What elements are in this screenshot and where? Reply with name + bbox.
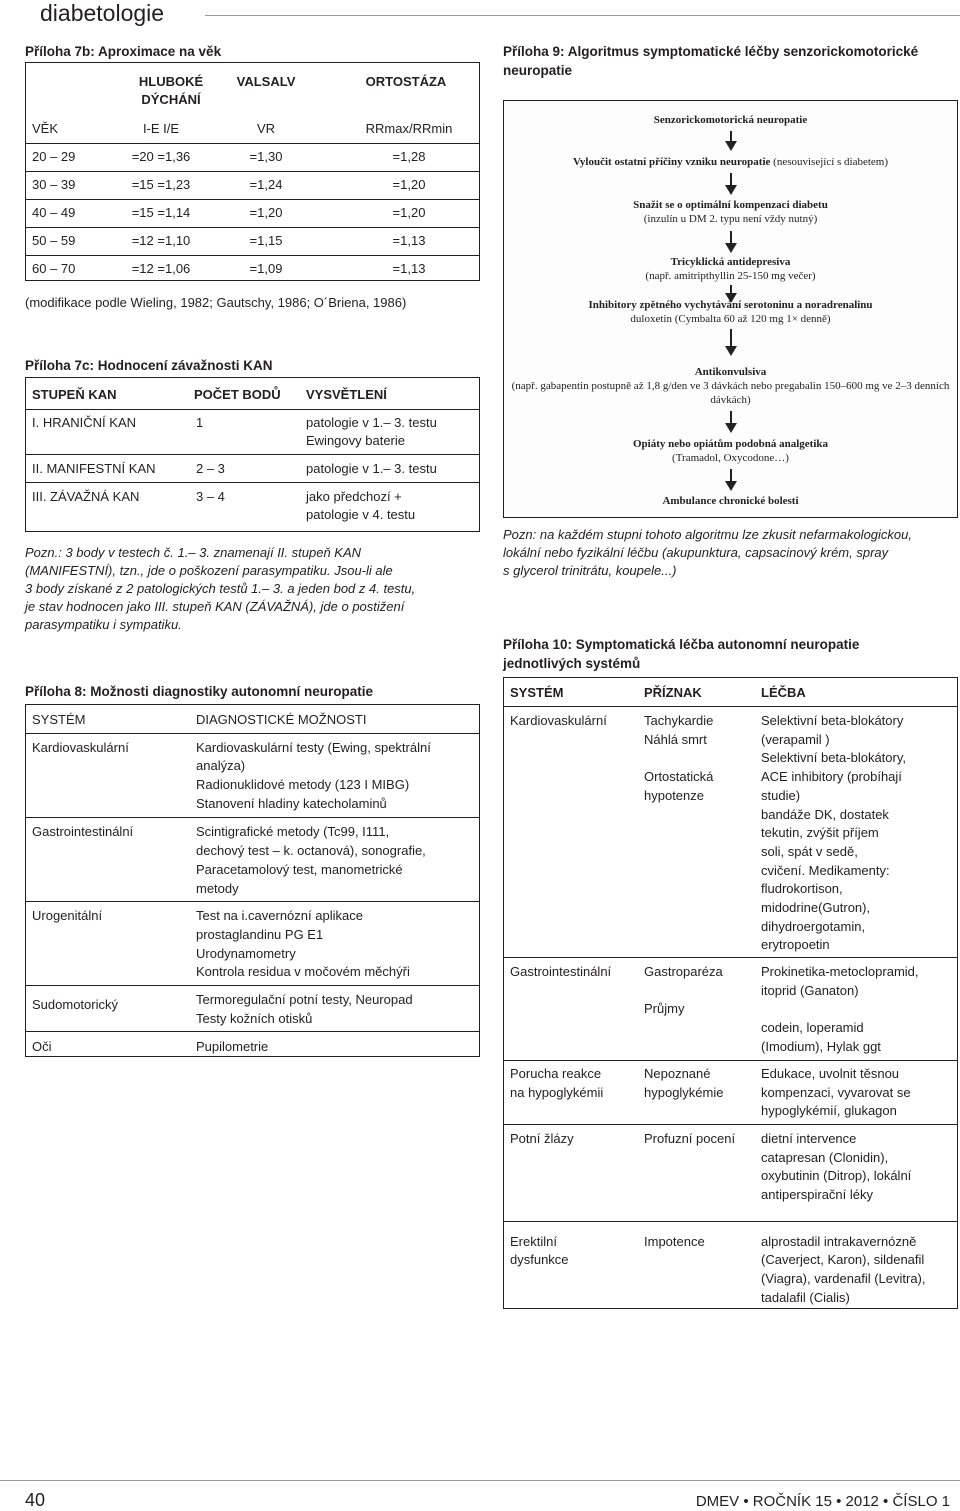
p7b-cell-vr: =1,20 xyxy=(249,205,283,220)
flow-node xyxy=(504,365,957,407)
p9-title-cont: neuropatie xyxy=(503,63,573,78)
p8-cell-option: analýza) xyxy=(196,758,246,773)
p7b-rule xyxy=(26,227,479,228)
p8-cell-system: Sudomotorický xyxy=(32,997,118,1012)
p10-cell-therapy: (Caverject, Karon), sildenafil xyxy=(761,1252,925,1267)
p7b-cell-vr: =1,09 xyxy=(249,261,283,276)
flow-node xyxy=(504,155,957,169)
p8-rule xyxy=(26,733,479,734)
p10-cell-therapy: fludrokortison, xyxy=(761,881,843,896)
p7b-sub-vek: VĚK xyxy=(32,121,59,136)
p10-cell-symptom: Náhlá smrt xyxy=(644,732,707,747)
flow-node xyxy=(504,437,957,465)
p8-cell-option: Test na i.cavernózní aplikace xyxy=(196,908,363,923)
p7b-header-dychani: DÝCHÁNÍ xyxy=(141,92,201,107)
p7b-header-valsalv: VALSALV xyxy=(236,74,296,89)
p7c-note-line: (MANIFESTNÍ), tzn., jde o poškození parasympatiku. Jsou-li ale xyxy=(25,563,393,578)
p7b-cell-ie: =15 =1,23 xyxy=(131,177,191,192)
p10-cell-symptom: Gastroparéza xyxy=(644,964,723,979)
p7b-sub-rr: RRmax/RRmin xyxy=(365,121,453,136)
p9-title: Příloha 9: Algoritmus symptomatické léčby senzorickomotorické xyxy=(503,44,919,59)
p8-cell-system: Oči xyxy=(32,1039,52,1054)
flow-node-text: (např. gabapentin postupně až 1,8 g/den ve 3 dávkách nebo pregabalin 150–600 mg ve 2–3 denních dávkách) xyxy=(511,380,950,406)
p10-title: Příloha 10: Symptomatická léčba autonomní neuropatie xyxy=(503,637,860,652)
p8-rule xyxy=(26,1031,479,1032)
p8-cell-option: Termoregulační potní testy, Neuropad xyxy=(196,992,413,1007)
p8-cell-option: Scintigrafické metody (Tc99, I111, xyxy=(196,824,390,839)
p10-cell-therapy: soli, spát v sedě, xyxy=(761,844,858,859)
p8-cell-option: dechový test – k. octanová), sonografie, xyxy=(196,843,426,858)
p8-cell-option: Kardiovaskulární testy (Ewing, spektrální xyxy=(196,740,431,755)
p10-cell-system: Erektilní xyxy=(510,1234,557,1249)
p7b-header-hluboke: HLUBOKÉ xyxy=(138,74,204,89)
flow-node xyxy=(504,113,957,127)
flow-arrowhead xyxy=(725,185,737,195)
p7c-cell-points: 1 xyxy=(196,415,204,430)
p10-rule xyxy=(504,1124,957,1125)
p7c-header-explanation: VYSVĚTLENÍ xyxy=(306,387,387,402)
flow-node-text: (Tramadol, Oxycodone…) xyxy=(672,452,789,464)
p7b-cell-age: 30 – 39 xyxy=(32,177,76,192)
p10-cell-therapy: midodrine(Gutron), xyxy=(761,900,871,915)
p8-cell-option: Radionuklidové metody (123 I MIBG) xyxy=(196,777,410,792)
p10-header-therapy: LÉČBA xyxy=(761,685,806,700)
p10-cell-therapy: Selektivní beta-blokátory xyxy=(761,713,904,728)
p7c-header-points: POČET BODŮ xyxy=(194,387,281,402)
p7b-cell-age: 20 – 29 xyxy=(32,149,76,164)
flow-node xyxy=(504,298,957,326)
p10-cell-therapy: dihydroergotamin, xyxy=(761,919,866,934)
p10-rule xyxy=(504,1221,957,1222)
p8-header-system: SYSTÉM xyxy=(32,712,86,727)
p10-cell-therapy: ACE inhibitory (probíhají xyxy=(761,769,902,784)
flow-arrowhead xyxy=(725,481,737,491)
p10-title-cont: jednotlivých systémů xyxy=(503,656,641,671)
p7c-note-line: Pozn.: 3 body v testech č. 1.– 3. znamenají II. stupeň KAN xyxy=(25,545,362,560)
p10-cell-symptom: hypoglykémie xyxy=(644,1085,724,1100)
p7c-title: Příloha 7c: Hodnocení závažnosti KAN xyxy=(25,358,273,373)
p7b-cell-ie: =12 =1,06 xyxy=(131,261,191,276)
p10-rule xyxy=(504,706,957,707)
p10-cell-symptom: Profuzní pocení xyxy=(644,1131,736,1146)
p10-cell-therapy: oxybutinin (Ditrop), lokální xyxy=(761,1168,912,1183)
p7b-cell-vr: =1,30 xyxy=(249,149,283,164)
p8-cell-option: Testy kožních otisků xyxy=(196,1011,313,1026)
p8-cell-system: Kardiovaskulární xyxy=(32,740,129,755)
p10-cell-system: Gastrointestinální xyxy=(510,964,612,979)
p10-cell-therapy: (Viagra), vardenafil (Levitra), xyxy=(761,1271,926,1286)
flow-node-title: Antikonvulsiva xyxy=(694,366,767,378)
p8-cell-option: Stanovení hladiny katecholaminů xyxy=(196,796,387,811)
p7b-cell-ie: =15 =1,14 xyxy=(131,205,191,220)
p7b-rule xyxy=(26,199,479,200)
p10-cell-system: Porucha reakce xyxy=(510,1066,602,1081)
p10-table xyxy=(503,677,958,1309)
p7c-cell-points: 2 – 3 xyxy=(196,461,225,476)
p10-cell-therapy: codein, loperamid xyxy=(761,1020,864,1035)
p8-cell-option: metody xyxy=(196,881,239,896)
p8-rule xyxy=(26,985,479,986)
p8-cell-system: Gastrointestinální xyxy=(32,824,134,839)
p10-cell-therapy: cvičení. Medikamenty: xyxy=(761,863,890,878)
p10-cell-system: dysfunkce xyxy=(510,1252,569,1267)
p7b-cell-rr: =1,20 xyxy=(392,205,426,220)
p7c-cell-explanation: Ewingovy baterie xyxy=(306,433,405,448)
p8-rule xyxy=(26,901,479,902)
flow-node-title: Opiáty nebo opiátům podobná analgetika xyxy=(633,438,828,450)
p7c-rule xyxy=(26,482,479,483)
p8-cell-option: Urodynamometry xyxy=(196,946,296,961)
journal-info: DMEV • ROČNÍK 15 • 2012 • ČÍSLO 1 xyxy=(695,1493,950,1510)
p10-cell-therapy: Selektivní beta-blokátory, xyxy=(761,750,906,765)
flow-node xyxy=(504,255,957,283)
p7b-rule xyxy=(26,171,479,172)
p7b-rule xyxy=(26,255,479,256)
p10-cell-therapy: dietní intervence xyxy=(761,1131,857,1146)
flow-node-title: Inhibitory zpětného vychytávání serotoninu a noradrenalinu xyxy=(588,299,873,311)
p7b-header-ortostaza: ORTOSTÁZA xyxy=(365,74,447,89)
p7c-note-line: je stav hodnocen jako III. stupeň KAN (ZÁVAŽNÁ), jde o postižení xyxy=(25,599,405,614)
p7b-cell-rr: =1,28 xyxy=(392,149,426,164)
flow-node-title: Ambulance chronické bolesti xyxy=(662,495,799,507)
p7c-cell-explanation: patologie v 4. testu xyxy=(306,507,416,522)
p10-header-system: SYSTÉM xyxy=(510,685,564,700)
p10-cell-symptom: Ortostatická xyxy=(644,769,714,784)
p10-cell-therapy: antiperspirační léky xyxy=(761,1187,873,1202)
flow-arrowhead xyxy=(725,423,737,433)
p10-cell-therapy: studie) xyxy=(761,788,801,803)
p7b-title: Příloha 7b: Aproximace na věk xyxy=(25,44,222,59)
p10-cell-therapy: tadalafil (Cialis) xyxy=(761,1290,850,1305)
p7c-header-stage: STUPEŇ KAN xyxy=(32,387,117,402)
p10-cell-symptom: Průjmy xyxy=(644,1001,685,1016)
p8-header-options: DIAGNOSTICKÉ MOŽNOSTI xyxy=(196,712,367,727)
p7c-cell-stage: II. MANIFESTNÍ KAN xyxy=(32,461,156,476)
p9-note-line: Pozn: na každém stupni tohoto algoritmu lze zkusit nefarmakologickou, xyxy=(503,527,912,542)
p10-cell-therapy: catapresan (Clonidin), xyxy=(761,1150,889,1165)
p10-cell-therapy: (verapamil ) xyxy=(761,732,830,747)
p8-cell-option: Kontrola residua v močovém měchýři xyxy=(196,964,410,979)
p10-cell-therapy: hypoglykémií, glukagon xyxy=(761,1103,897,1118)
p7c-note-line: 3 body získané z 2 patologických testů 1.– 3. a jeden bod z 4. testu, xyxy=(25,581,416,596)
p10-cell-therapy: Edukace, uvolnit těsnou xyxy=(761,1066,900,1081)
p10-cell-therapy: Prokinetika-metoclopramid, xyxy=(761,964,919,979)
p7c-cell-explanation: patologie v 1.– 3. testu xyxy=(306,461,437,476)
p10-cell-therapy: itoprid (Ganaton) xyxy=(761,983,859,998)
p9-flowchart xyxy=(503,100,958,518)
flow-node-title: Snažit se o optimální kompenzaci diabetu xyxy=(633,199,828,211)
p7b-cell-vr: =1,15 xyxy=(249,233,283,248)
p7b-cell-vr: =1,24 xyxy=(249,177,283,192)
p10-header-symptom: PŘÍZNAK xyxy=(644,685,702,700)
flow-arrowhead xyxy=(725,243,737,253)
p10-cell-symptom: Nepoznané xyxy=(644,1066,711,1081)
p7c-rule xyxy=(26,409,479,410)
header-rule xyxy=(205,15,960,16)
p7c-cell-points: 3 – 4 xyxy=(196,489,225,504)
page-number: 40 xyxy=(25,1490,46,1510)
p7c-cell-explanation: patologie v 1.– 3. testu xyxy=(306,415,437,430)
flow-arrowhead xyxy=(725,346,737,356)
flow-arrowhead xyxy=(725,141,737,151)
p10-cell-therapy: alprostadil intrakavernózně xyxy=(761,1234,917,1249)
page-header-title: diabetologie xyxy=(40,0,165,26)
p7c-cell-stage: I. HRANIČNÍ KAN xyxy=(32,415,137,430)
p9-note-line: s glycerol trinitrátu, koupele...) xyxy=(503,563,677,578)
p10-cell-therapy: (Imodium), Hylak ggt xyxy=(761,1039,881,1054)
p7c-cell-stage: III. ZÁVAŽNÁ KAN xyxy=(32,489,140,504)
flow-node xyxy=(504,198,957,226)
p7b-rule xyxy=(26,143,479,144)
p7b-source: (modifikace podle Wieling, 1982; Gautschy, 1986; O´Briena, 1986) xyxy=(25,295,407,310)
p8-cell-system: Urogenitální xyxy=(32,908,103,923)
p10-cell-therapy: kompenzaci, vyvarovat se xyxy=(761,1085,911,1100)
p10-cell-symptom: hypotenze xyxy=(644,788,704,803)
p10-cell-therapy: erytropoetin xyxy=(761,937,830,952)
p10-cell-symptom: Impotence xyxy=(644,1234,705,1249)
flow-node-text: (inzulín u DM 2. typu není vždy nutný) xyxy=(643,213,818,225)
flow-node-text: (nesouvisející s diabetem) xyxy=(770,156,889,168)
p10-cell-system: Potní žlázy xyxy=(510,1131,574,1146)
p7b-cell-rr: =1,20 xyxy=(392,177,426,192)
p7b-spacer xyxy=(26,111,479,112)
p7c-cell-explanation: jako předchozí + xyxy=(306,489,402,504)
p7b-cell-age: 50 – 59 xyxy=(32,233,76,248)
p8-rule xyxy=(26,817,479,818)
flow-node-title: Vyloučit ostatní příčiny vzniku neuropatie xyxy=(572,156,771,168)
p7c-table xyxy=(25,377,480,532)
p10-rule xyxy=(504,957,957,958)
p10-cell-therapy: bandáže DK, dostatek xyxy=(761,807,889,822)
flow-node-text: duloxetin (Cymbalta 60 až 120 mg 1× denně) xyxy=(630,313,831,325)
p8-title: Příloha 8: Možnosti diagnostiky autonomní neuropatie xyxy=(25,684,374,699)
p7b-cell-ie: =12 =1,10 xyxy=(131,233,191,248)
flow-node-text: (např. amitripthyllin 25-150 mg večer) xyxy=(645,270,816,282)
p8-cell-option: prostaglandinu PG E1 xyxy=(196,927,324,942)
p7b-cell-age: 60 – 70 xyxy=(32,261,76,276)
p10-cell-system: Kardiovaskulární xyxy=(510,713,607,728)
p10-cell-system: na hypoglykémii xyxy=(510,1085,604,1100)
p10-cell-symptom: Tachykardie xyxy=(644,713,714,728)
flow-node-title: Tricyklická antidepresiva xyxy=(670,256,791,268)
flow-node xyxy=(504,494,957,508)
p8-cell-option: Paracetamolový test, manometrické xyxy=(196,862,403,877)
p7b-sub-ie: I-E I/E xyxy=(142,121,180,136)
p8-table xyxy=(25,704,480,1057)
p10-cell-therapy: tekutin, zvýšit příjem xyxy=(761,825,879,840)
p7b-cell-age: 40 – 49 xyxy=(32,205,76,220)
flow-node-title: Senzorickomotorická neuropatie xyxy=(653,114,808,126)
p7c-note-line: parasympatiku i sympatiku. xyxy=(25,617,182,632)
p7b-cell-ie: =20 =1,36 xyxy=(131,149,191,164)
p7b-cell-rr: =1,13 xyxy=(392,261,426,276)
p7b-table xyxy=(25,62,480,281)
p7c-rule xyxy=(26,454,479,455)
p7b-sub-vr: VR xyxy=(256,121,276,136)
p9-note-line: lokální nebo fyzikální léčbu (akupunktura, capsacinový krém, spray xyxy=(503,545,889,560)
p7b-cell-rr: =1,13 xyxy=(392,233,426,248)
p8-cell-option: Pupilometrie xyxy=(196,1039,269,1054)
footer-rule xyxy=(0,1480,960,1481)
p10-rule xyxy=(504,1060,957,1061)
